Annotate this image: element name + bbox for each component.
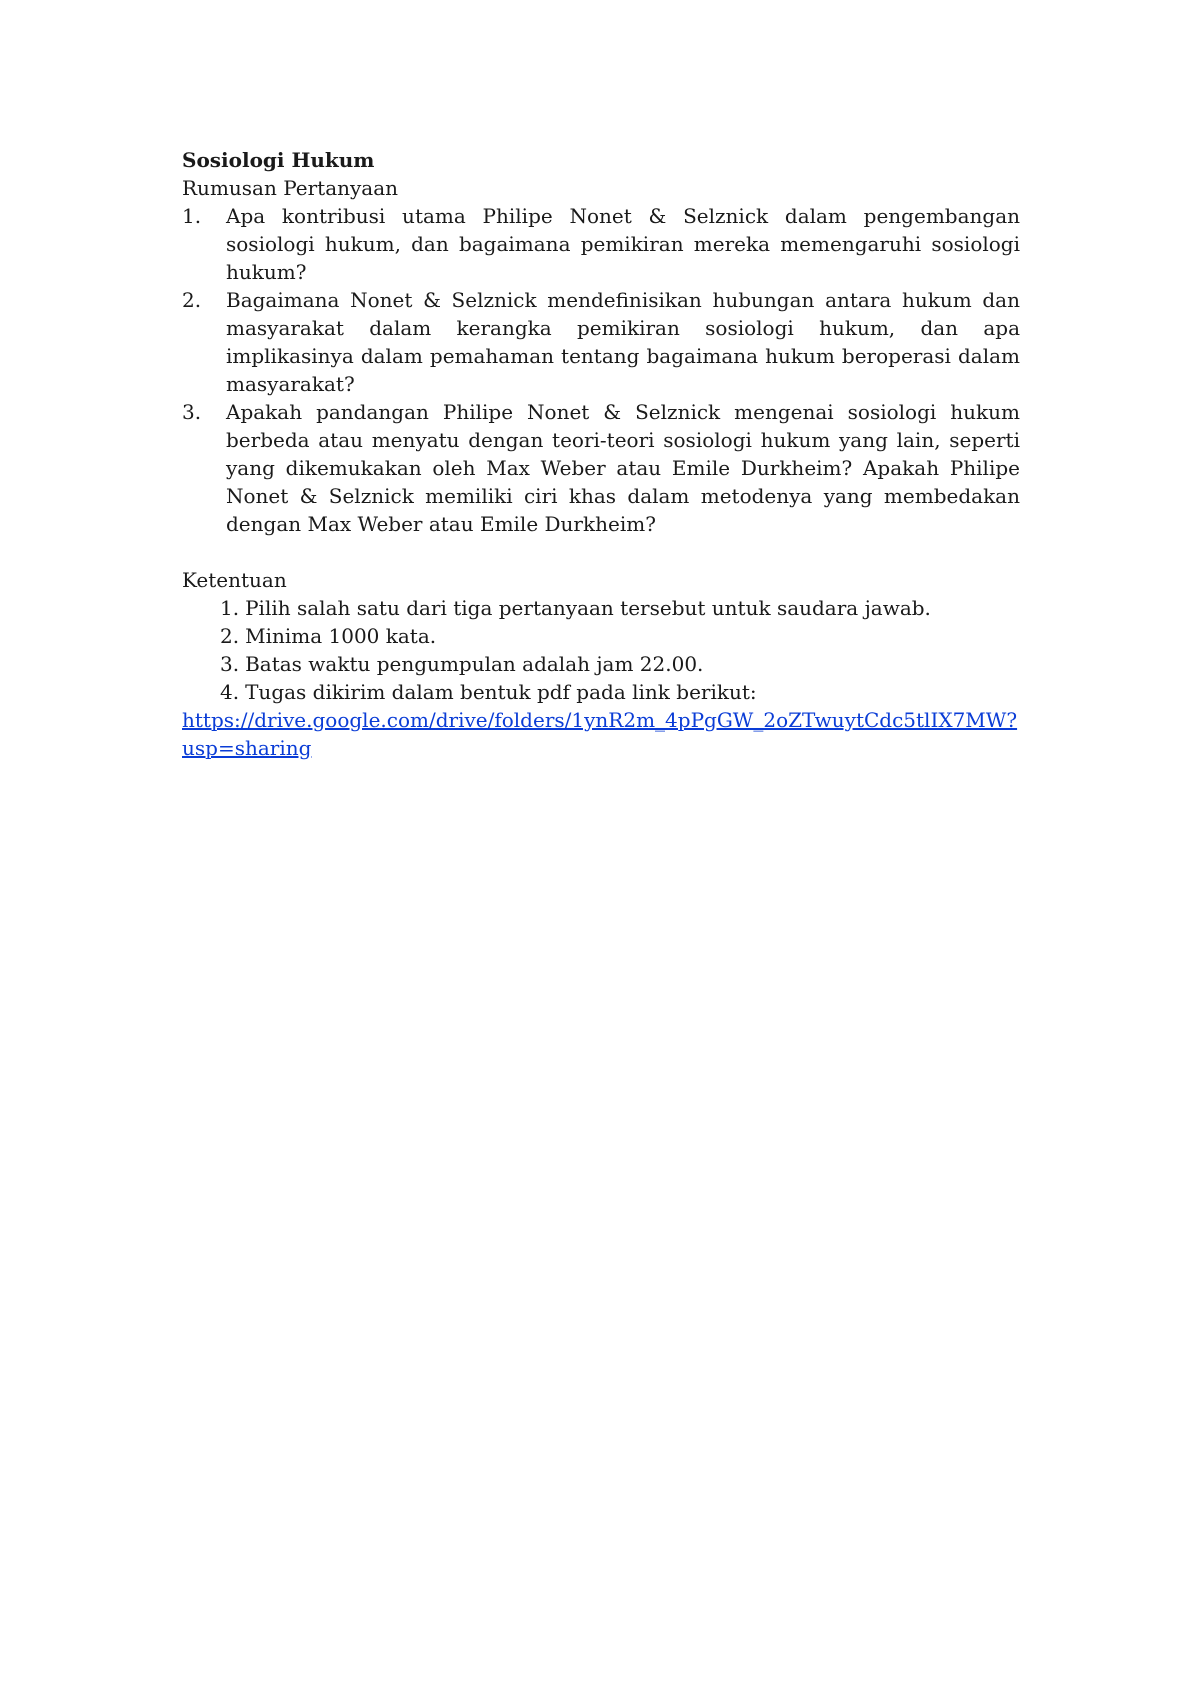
question-text: Apa kontribusi utama Philipe Nonet & Selznick dalam pengembangan sosiologi hukum, dan bagaimana pemikiran mereka memengaruhi sosiologi hukum? [226,204,1020,284]
question-item [182,202,1020,286]
rule-item [220,678,1020,706]
drive-link[interactable]: https://drive.google.com/drive/folders/1ynR2m_4pPgGW_2oZTwuytCdc5tlIX7MW?usp=sharing [182,708,1018,760]
question-item [182,286,1020,398]
rule-number: 4. [220,680,240,704]
rule-text: Batas waktu pengumpulan adalah jam 22.00. [245,652,704,676]
question-number: 1. [182,204,202,228]
rule-number: 2. [220,624,240,648]
rule-item [220,594,1020,622]
document-body [182,146,1020,762]
paragraph-spacer [182,538,1020,566]
rule-text: Minima 1000 kata. [245,624,437,648]
question-number: 3. [182,400,202,424]
question-number: 2. [182,288,202,312]
question-text: Apakah pandangan Philipe Nonet & Selznick mengenai sosiologi hukum berbeda atau menyatu dengan teori-teori sosiologi hukum yang lain, seperti yang dikemukakan oleh Max Weber atau Emile Durkheim? Apakah Philipe Nonet & Selznick memiliki ciri khas dalam metodenya yang membedakan dengan Max Weber atau Emile Durkheim? [226,400,1020,536]
rules-list [182,594,1020,706]
question-text: Bagaimana Nonet & Selznick mendefinisikan hubungan antara hukum dan masyarakat dalam kerangka pemikiran sosiologi hukum, dan apa implikasinya dalam pemahaman tentang bagaimana hukum beroperasi dalam masyarakat? [226,288,1020,396]
question-item [182,398,1020,538]
rule-item [220,650,1020,678]
rule-text: Pilih salah satu dari tiga pertanyaan tersebut untuk saudara jawab. [245,596,931,620]
rules-heading: Ketentuan [182,568,287,592]
questions-heading: Rumusan Pertanyaan [182,176,399,200]
document-title: Sosiologi Hukum [182,148,375,172]
rule-item [220,622,1020,650]
questions-list [182,202,1020,538]
rule-number: 3. [220,652,240,676]
rule-number: 1. [220,596,240,620]
rule-text: Tugas dikirim dalam bentuk pdf pada link berikut: [245,680,757,704]
